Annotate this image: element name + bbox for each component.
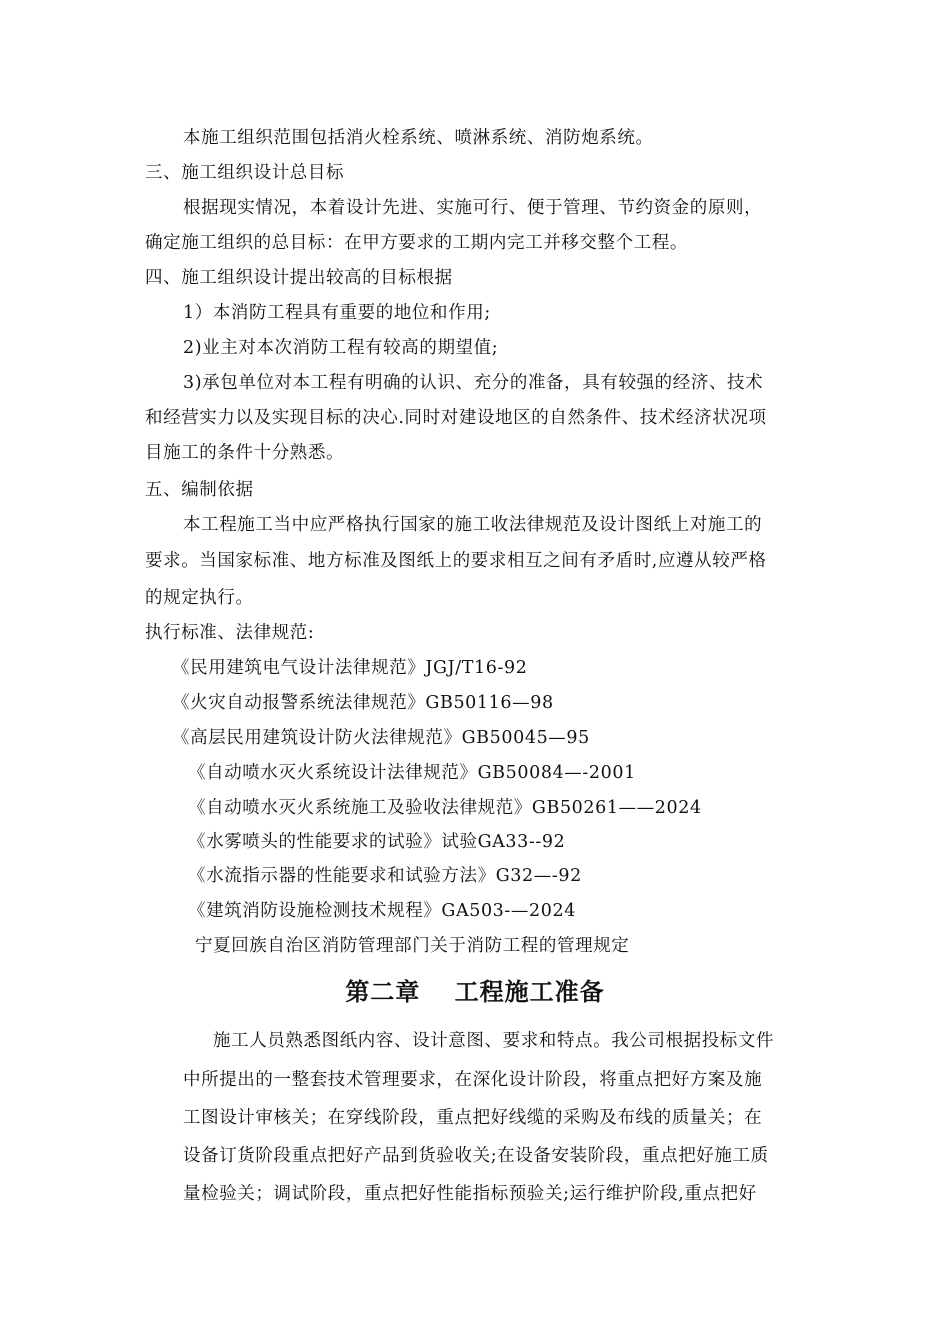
section-4-heading: 四、施工组织设计提出较高的目标根据 <box>145 268 453 288</box>
standard-item: 《火灾自动报警系统法律规范》GB50116—98 <box>172 693 554 713</box>
standard-item: 宁夏回族自治区消防管理部门关于消防工程的管理规定 <box>195 936 630 956</box>
section-4-item-1: 1）本消防工程具有重要的地位和作用; <box>183 303 491 323</box>
section-5-heading: 五、编制依据 <box>145 480 254 500</box>
section-3-heading: 三、施工组织设计总目标 <box>145 163 345 183</box>
standard-item: 《自动喷水灭火系统设计法律规范》GB50084—-2001 <box>188 763 636 783</box>
chapter-2-body-line: 设备订货阶段重点把好产品到货验收关;在设备安装阶段，重点把好施工质 <box>183 1146 769 1166</box>
section-4-item-3-line-3: 目施工的条件十分熟悉。 <box>145 443 345 463</box>
section-3-body-line-1: 根据现实情况，本着设计先进、实施可行、便于管理、节约资金的原则， <box>183 198 763 218</box>
standard-item: 《高层民用建筑设计防火法律规范》GB50045—95 <box>172 728 590 748</box>
section-5-body-line-1: 本工程施工当中应严格执行国家的施工收法律规范及设计图纸上对施工的 <box>183 515 763 535</box>
chapter-2-title <box>0 978 950 1006</box>
chapter-2-title-text: 第二章 工程施工准备 <box>345 978 605 1006</box>
paragraph-scope: 本施工组织范围包括消火栓系统、喷淋系统、消防炮系统。 <box>183 128 654 148</box>
section-5-body-line-3: 的规定执行。 <box>145 588 254 608</box>
standards-heading: 执行标准、法律规范: <box>145 623 315 643</box>
standard-item: 《水雾喷头的性能要求的试验》试验GA33--92 <box>188 832 566 852</box>
chapter-2-body-line: 中所提出的一整套技术管理要求，在深化设计阶段，将重点把好方案及施 <box>183 1070 763 1090</box>
standard-item: 《建筑消防设施检测技术规程》GA503-—2024 <box>188 901 576 921</box>
standard-item: 《水流指示器的性能要求和试验方法》G32—-92 <box>188 866 582 886</box>
chapter-2-body-line: 工图设计审核关；在穿线阶段，重点把好线缆的采购及布线的质量关；在 <box>183 1108 763 1128</box>
section-5-body-line-2: 要求。当国家标准、地方标准及图纸上的要求相互之间有矛盾时,应遵从较严格 <box>145 551 767 571</box>
section-4-item-3-line-2: 和经营实力以及实现目标的决心.同时对建设地区的自然条件、技术经济状况项 <box>145 408 767 428</box>
standard-item: 《自动喷水灭火系统施工及验收法律规范》GB50261——2024 <box>188 798 702 818</box>
section-4-item-2: 2)业主对本次消防工程有较高的期望值; <box>183 338 499 358</box>
chapter-2-body-line: 施工人员熟悉图纸内容、设计意图、要求和特点。我公司根据投标文件 <box>213 1031 775 1051</box>
chapter-2-body-line: 量检验关；调试阶段，重点把好性能指标预验关;运行维护阶段,重点把好 <box>183 1184 757 1204</box>
section-4-item-3-line-1: 3)承包单位对本工程有明确的认识、充分的准备，具有较强的经济、技术 <box>183 373 764 393</box>
standard-item: 《民用建筑电气设计法律规范》JGJ/T16-92 <box>172 658 528 678</box>
section-3-body-line-2: 确定施工组织的总目标：在甲方要求的工期内完工并移交整个工程。 <box>145 233 688 253</box>
